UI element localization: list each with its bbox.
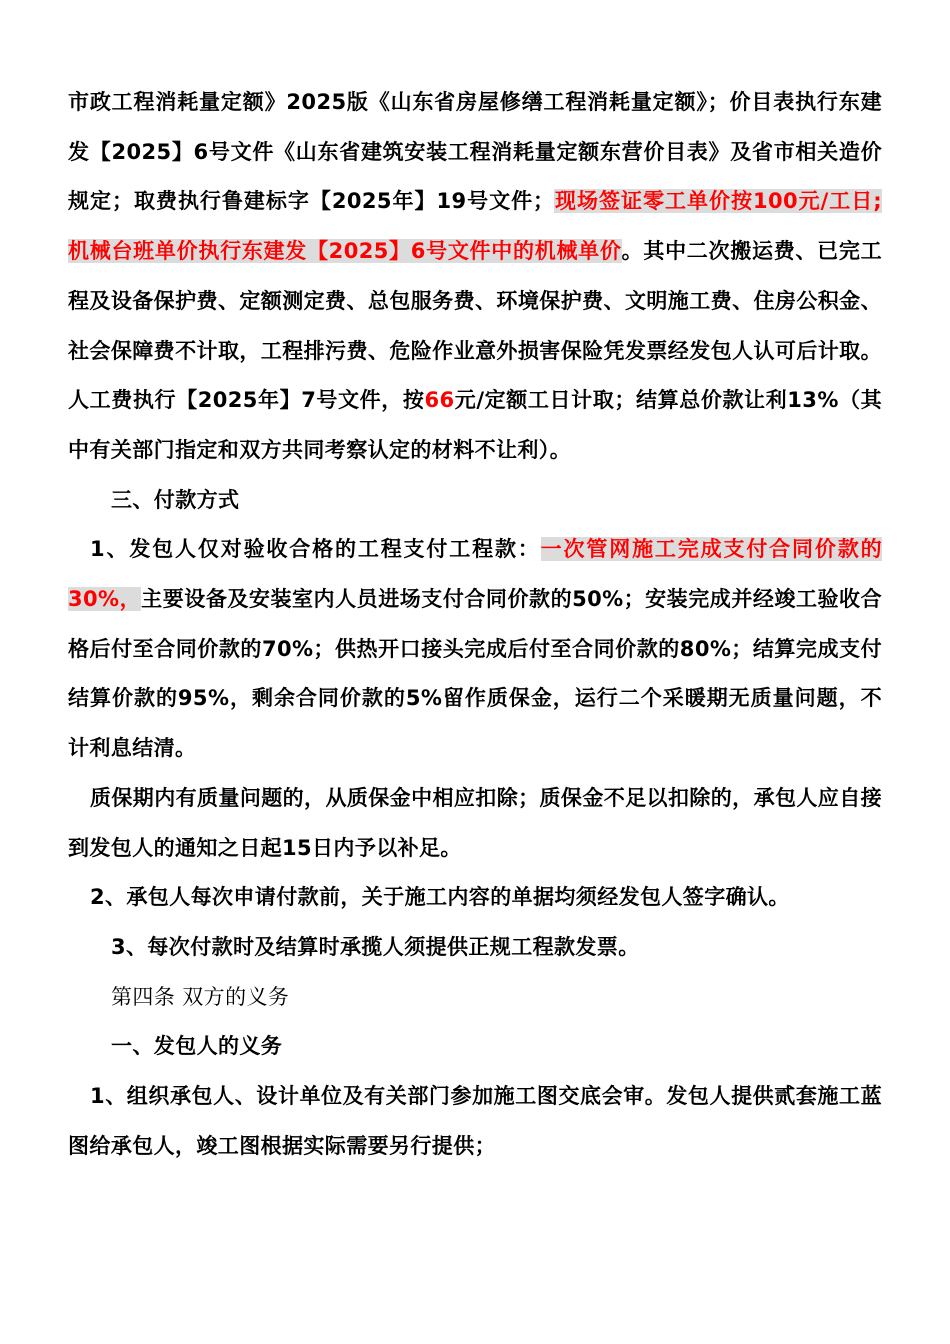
pricing-text-a: 市政工程消耗量定额》2025版《山东省房屋修缮工程消耗量定额》；价目表执行东建发【2025】6号文件《山东省建筑安装工程消耗量定额东营价目表》及省市相关造价规定；取费执行鲁建标字【2025年】19号文件； [68, 90, 882, 214]
warranty-paragraph: 质保期内有质量问题的，从质保金中相应扣除；质保金不足以扣除的，承包人应自接到发包人的通知之日起15日内予以补足。 [68, 785, 882, 860]
article-title-obligations: 第四条 双方的义务 [111, 984, 290, 1009]
payment-request-paragraph: 2、承包人每次申请付款前，关于施工内容的单据均须经发包人签字确认。 [90, 885, 790, 910]
highlight-labor-price: 现场签证零工单价按100元/工日;机械台班单价执行东建发【2025】6号文件中的机械单价 [68, 189, 883, 264]
pricing-paragraph [68, 78, 882, 476]
invoice-paragraph: 3、每次付款时及结算时承揽人须提供正规工程款发票。 [111, 934, 640, 959]
payment-paragraph [68, 525, 882, 774]
section-title-payment: 三、付款方式 [111, 487, 240, 512]
obligation-paragraph-1: 1、组织承包人、设计单位及有关部门参加施工图交底会审。发包人提供贰套施工蓝图给承包人，竣工图根据实际需要另行提供； [68, 1084, 882, 1158]
pricing-text-b: 。其中二次搬运费、已完工程及设备保护费、定额测定费、总包服务费、环境保护费、文明施工费、住房公积金、社会保障费不计取，工程排污费、危险作业意外损害保险凭发票经发包人认可后计取。人工费执行【2025年】7号文件，按 [68, 239, 882, 413]
labor-rate-value: 66 [424, 388, 455, 413]
section-title-employer-obligations: 一、发包人的义务 [111, 1034, 283, 1059]
payment-text-a: 1、发包人仅对验收合格的工程支付工程款： [90, 537, 541, 562]
pricing-text-c: 元/定额工日计取；结算总价款让利13%（其中有关部门指定和双方共同考察认定的材料不让利）。 [68, 388, 882, 462]
highlight-first-payment: 一次管网施工完成支付合同价款的30%， [68, 537, 882, 612]
payment-text-b: 主要设备及安装室内人员进场支付合同价款的50%；安装完成并经竣工验收合格后付至合同价款的70%；供热开口接头完成后付至合同价款的80%；结算完成支付结算价款的95%，剩余合同价款的5%留作质保金，运行二个采暖期无质量问题，不计利息结清。 [68, 587, 882, 761]
